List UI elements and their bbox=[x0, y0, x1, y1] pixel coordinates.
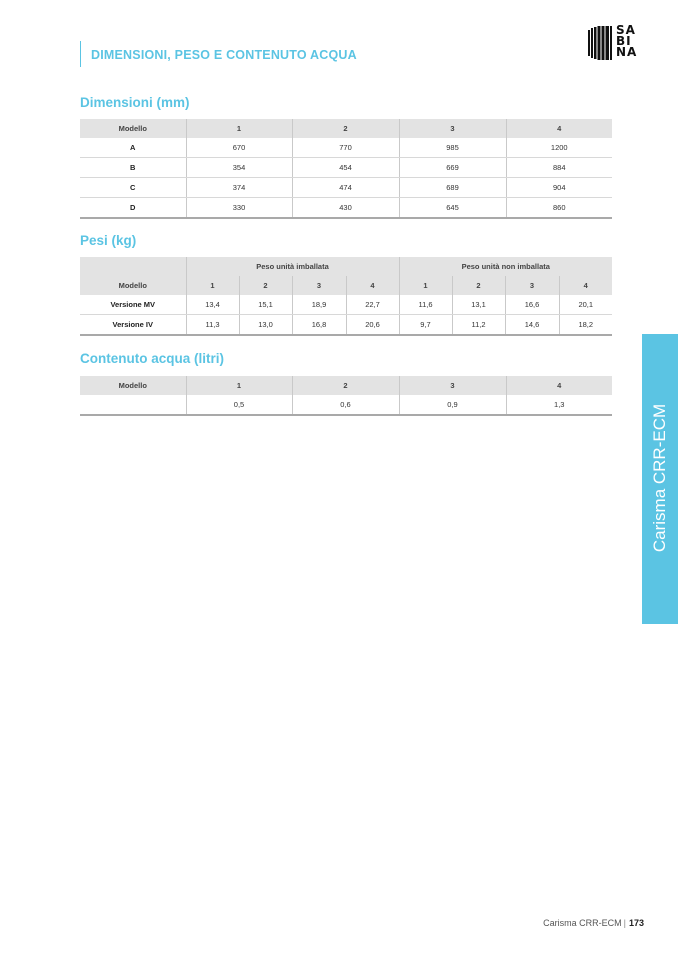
side-tab bbox=[642, 334, 678, 624]
table-cell: 11,6 bbox=[399, 295, 452, 315]
table-row bbox=[80, 295, 612, 315]
row-label: B bbox=[80, 158, 186, 178]
header-cell: 3 bbox=[399, 376, 506, 395]
header-cell: 3 bbox=[292, 276, 346, 295]
logo-pattern-icon bbox=[588, 26, 612, 60]
table-cell: 1,3 bbox=[506, 395, 612, 415]
dimensions-title: Dimensioni (mm) bbox=[80, 95, 190, 110]
table-cell: 16,8 bbox=[292, 315, 346, 336]
footer bbox=[543, 918, 644, 928]
sabiana-logo bbox=[588, 23, 650, 62]
side-tab-label: Carisma CRR-ECM bbox=[650, 403, 669, 553]
weights-title: Pesi (kg) bbox=[80, 233, 137, 248]
table-header-row bbox=[80, 119, 612, 138]
header-cell: 2 bbox=[292, 376, 399, 395]
row-label: C bbox=[80, 178, 186, 198]
section-title: DIMENSIONI, PESO E CONTENUTO ACQUA bbox=[91, 48, 357, 62]
header-cell: Modello bbox=[80, 376, 186, 395]
table-cell: 11,3 bbox=[186, 315, 239, 336]
table-cell: 13,4 bbox=[186, 295, 239, 315]
header-accent-bar bbox=[80, 41, 81, 67]
header-cell-empty bbox=[80, 257, 186, 276]
table-cell: 474 bbox=[292, 178, 399, 198]
table-cell: 354 bbox=[186, 158, 292, 178]
table-cell: 15,1 bbox=[239, 295, 292, 315]
page-number: 173 bbox=[628, 918, 644, 928]
footer-separator: | bbox=[623, 918, 626, 928]
row-label: Versione IV bbox=[80, 315, 186, 336]
header-cell: 3 bbox=[505, 276, 559, 295]
table-cell: 374 bbox=[186, 178, 292, 198]
row-label: Versione MV bbox=[80, 295, 186, 315]
table-cell: 22,7 bbox=[346, 295, 399, 315]
weights-table bbox=[80, 257, 612, 336]
header-cell: 4 bbox=[506, 119, 612, 138]
table-cell: 14,6 bbox=[505, 315, 559, 336]
header-cell: 2 bbox=[239, 276, 292, 295]
header-cell: 1 bbox=[186, 119, 292, 138]
table-cell: 0,5 bbox=[186, 395, 292, 415]
table-row bbox=[80, 315, 612, 336]
table-cell: 16,6 bbox=[505, 295, 559, 315]
row-label bbox=[80, 395, 186, 415]
header-cell: 3 bbox=[399, 119, 506, 138]
table-row bbox=[80, 178, 612, 198]
table-cell: 20,1 bbox=[559, 295, 612, 315]
row-label: A bbox=[80, 138, 186, 158]
header-cell: 4 bbox=[559, 276, 612, 295]
table-cell: 0,6 bbox=[292, 395, 399, 415]
table-header-row bbox=[80, 276, 612, 295]
table-row bbox=[80, 198, 612, 219]
table-group-header-row bbox=[80, 257, 612, 276]
table-row bbox=[80, 395, 612, 415]
header-cell: 1 bbox=[399, 276, 452, 295]
dimensions-table bbox=[80, 119, 612, 219]
water-table bbox=[80, 376, 612, 416]
table-header-row bbox=[80, 376, 612, 395]
header-cell: 2 bbox=[292, 119, 399, 138]
header-cell: Modello bbox=[80, 276, 186, 295]
table-cell: 884 bbox=[506, 158, 612, 178]
header-cell: 4 bbox=[346, 276, 399, 295]
table-cell: 330 bbox=[186, 198, 292, 219]
group-header-unpacked: Peso unità non imballata bbox=[399, 257, 612, 276]
header-cell: 1 bbox=[186, 276, 239, 295]
header-cell: 1 bbox=[186, 376, 292, 395]
table-cell: 11,2 bbox=[452, 315, 505, 336]
table-cell: 9,7 bbox=[399, 315, 452, 336]
table-cell: 430 bbox=[292, 198, 399, 219]
header-cell: Modello bbox=[80, 119, 186, 138]
table-cell: 860 bbox=[506, 198, 612, 219]
table-cell: 904 bbox=[506, 178, 612, 198]
table-cell: 1200 bbox=[506, 138, 612, 158]
table-cell: 985 bbox=[399, 138, 506, 158]
footer-doc-name: Carisma CRR-ECM bbox=[543, 918, 622, 928]
logo-wordmark: SA BI NA bbox=[616, 23, 638, 59]
header-cell: 2 bbox=[452, 276, 505, 295]
table-cell: 670 bbox=[186, 138, 292, 158]
table-cell: 0,9 bbox=[399, 395, 506, 415]
group-header-packed: Peso unità imballata bbox=[186, 257, 399, 276]
table-cell: 770 bbox=[292, 138, 399, 158]
row-label: D bbox=[80, 198, 186, 219]
table-cell: 13,0 bbox=[239, 315, 292, 336]
table-cell: 454 bbox=[292, 158, 399, 178]
table-row bbox=[80, 158, 612, 178]
header-cell: 4 bbox=[506, 376, 612, 395]
table-cell: 645 bbox=[399, 198, 506, 219]
table-cell: 18,2 bbox=[559, 315, 612, 336]
table-row bbox=[80, 138, 612, 158]
table-cell: 669 bbox=[399, 158, 506, 178]
table-cell: 13,1 bbox=[452, 295, 505, 315]
table-cell: 18,9 bbox=[292, 295, 346, 315]
water-title: Contenuto acqua (litri) bbox=[80, 351, 224, 366]
table-cell: 20,6 bbox=[346, 315, 399, 336]
table-cell: 689 bbox=[399, 178, 506, 198]
